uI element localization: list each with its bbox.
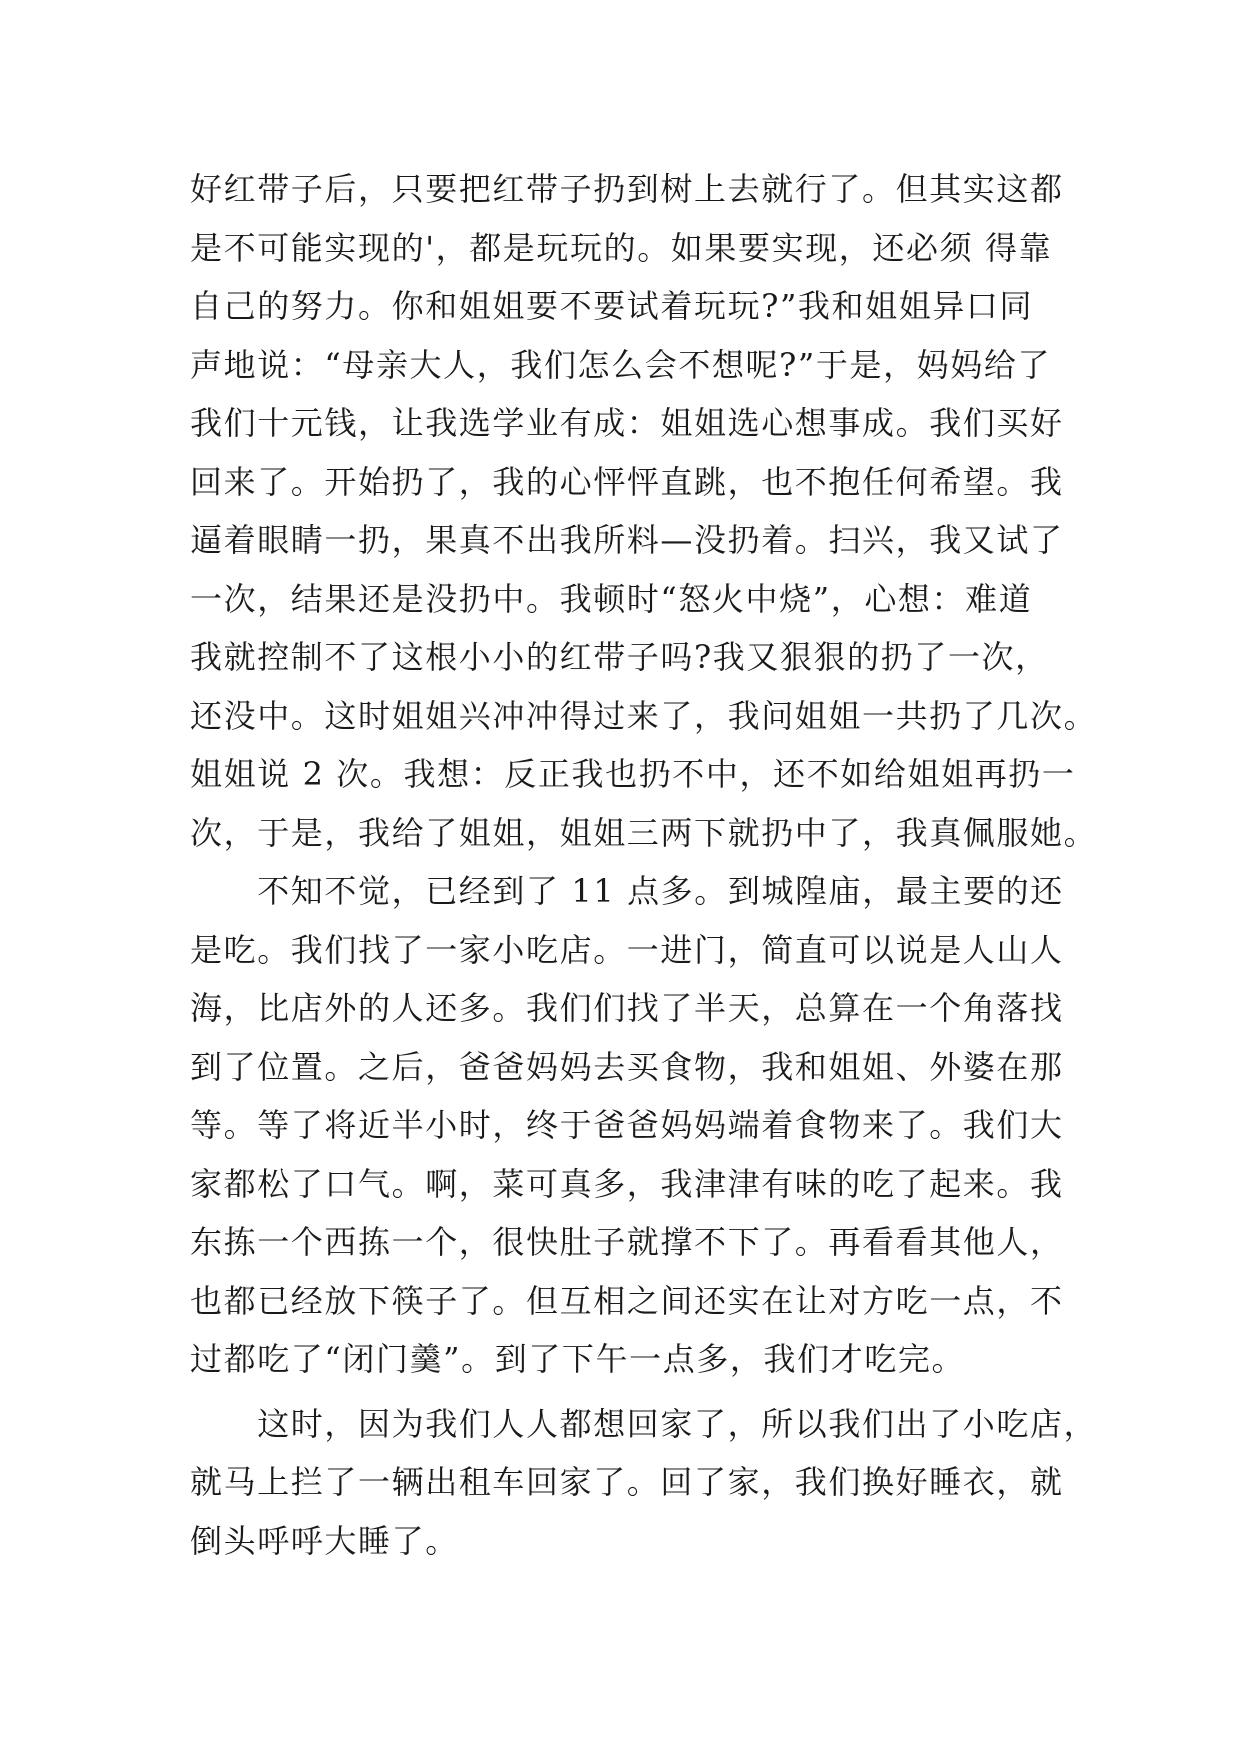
- text-line: 我们十元钱，让我选学业有成：姐姐选心想事成。我们买好: [190, 404, 1064, 442]
- text-line: 姐姐说 2 次。我想：反正我也扔不中，还不如给姐姐再扔一: [190, 755, 1076, 793]
- text-line: 声地说：“母亲大人，我们怎么会不想呢?”于是，妈妈给了: [190, 345, 1052, 384]
- text-line: 也都已经放下筷子了。但互相之间还实在让对方吃一点，不: [190, 1281, 1064, 1320]
- text-line: 好红带子后，只要把红带子扔到树上去就行了。但其实这都: [190, 170, 1064, 208]
- text-line: 家都松了口气。啊，菜可真多，我津津有味的吃了起来。我: [190, 1164, 1064, 1203]
- text-line: 我就控制不了这根小小的红带子吗?我又狠狠的扔了一次，: [190, 638, 1049, 676]
- text-line: 倒头呼呼大睡了。: [190, 1521, 459, 1560]
- text-line: 就马上拦了一辆出租车回家了。回了家，我们换好睡衣，就: [190, 1463, 1064, 1501]
- text-line: 这时，因为我们人人都想回家了，所以我们出了小吃店，: [190, 1404, 1098, 1443]
- text-line: 还没中。这时姐姐兴冲冲得过来了，我问姐姐一共扔了几次。: [190, 696, 1098, 735]
- text-line: 次，于是，我给了姐姐，姐姐三两下就扔中了，我真佩服她。: [190, 813, 1098, 852]
- text-line: 回来了。开始扔了，我的心怦怦直跳，也不抱任何希望。我: [190, 462, 1064, 501]
- text-line: 是不可能实现的'，都是玩玩的。如果要实现，还必须 得靠: [190, 228, 1053, 267]
- text-line: 自己的努力。你和姐姐要不要试着玩玩?”我和姐姐异口同: [190, 287, 1034, 325]
- document-body: [190, 160, 1098, 1570]
- text-line: 逼着眼睛一扔，果真不出我所料—没扔着。扫兴，我又试了: [190, 521, 1064, 559]
- text-line: 东拣一个西拣一个，很快肚子就撑不下了。再看看其他人，: [190, 1223, 1064, 1261]
- text-line: 过都吃了“闭门羹”。到了下午一点多，我们才吃完。: [190, 1340, 966, 1378]
- text-line: 等。等了将近半小时，终于爸爸妈妈端着食物来了。我们大: [190, 1106, 1064, 1144]
- text-line: 是吃。我们找了一家小吃店。一进门，简直可以说是人山人: [190, 930, 1064, 969]
- text-line: 一次，结果还是没扔中。我顿时“怒火中烧”，心想：难道: [190, 579, 1033, 618]
- text-line: 海，比店外的人还多。我们们找了半天，总算在一个角落找: [190, 989, 1064, 1027]
- text-line: 到了位置。之后，爸爸妈妈去买食物，我和姐姐、外婆在那: [190, 1047, 1064, 1086]
- text-line: 不知不觉，已经到了 11 点多。到城隍庙，最主要的还: [190, 872, 1064, 910]
